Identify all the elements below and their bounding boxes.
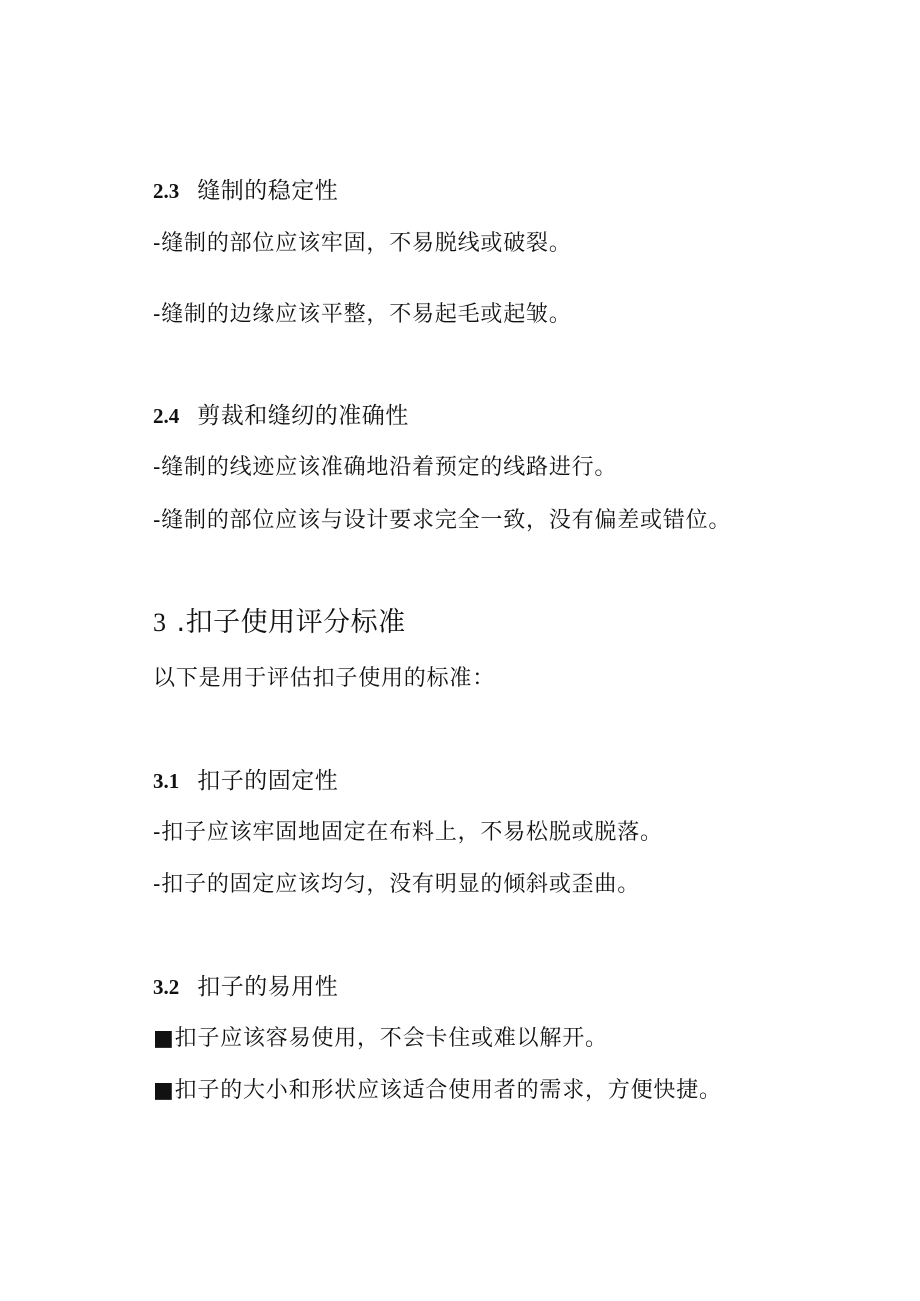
section-number: 3 — [153, 608, 167, 637]
square-bullet-icon: ■ — [153, 1026, 175, 1051]
bullet-item-text: 扣子应该容易使用，不会卡住或难以解开。 — [174, 1026, 608, 1051]
subsection-heading-3-2 — [153, 976, 338, 999]
list-item: -缝制的线迹应该准确地沿着预定的线路进行。 — [153, 455, 618, 480]
list-item: -扣子应该牢固地固定在布料上，不易松脱或脱落。 — [153, 820, 663, 845]
subsection-heading-2-3 — [153, 180, 338, 203]
subsection-title: 扣子的固定性 — [197, 768, 339, 794]
list-item: -缝制的部位应该与设计要求完全一致，没有偏差或错位。 — [153, 508, 732, 533]
subsection-number: 3.2 — [153, 975, 180, 999]
subsection-title: 缝制的稳定性 — [197, 178, 339, 204]
bullet-item-text: 扣子的大小和形状应该适合使用者的需求，方便快捷。 — [174, 1078, 722, 1103]
subsection-heading-2-4 — [153, 405, 409, 428]
subsection-number: 2.4 — [153, 404, 180, 428]
list-item: -缝制的部位应该牢固，不易脱线或破裂。 — [153, 231, 572, 256]
list-item: -扣子的固定应该均匀，没有明显的倾斜或歪曲。 — [153, 872, 641, 897]
section-heading-3 — [153, 609, 406, 636]
subsection-title: 剪裁和缝纫的准确性 — [197, 403, 409, 429]
subsection-number: 2.3 — [153, 179, 180, 203]
list-item: -缝制的边缘应该平整，不易起毛或起皱。 — [153, 302, 572, 327]
subsection-number: 3.1 — [153, 769, 180, 793]
section-title: .扣子使用评分标准 — [176, 607, 406, 638]
section-intro: 以下是用于评估扣子使用的标准： — [153, 666, 496, 691]
bullet-item — [153, 1080, 722, 1102]
square-bullet-icon: ■ — [153, 1078, 175, 1103]
subsection-heading-3-1 — [153, 770, 338, 793]
subsection-title: 扣子的易用性 — [197, 974, 339, 1000]
bullet-item — [153, 1028, 608, 1050]
